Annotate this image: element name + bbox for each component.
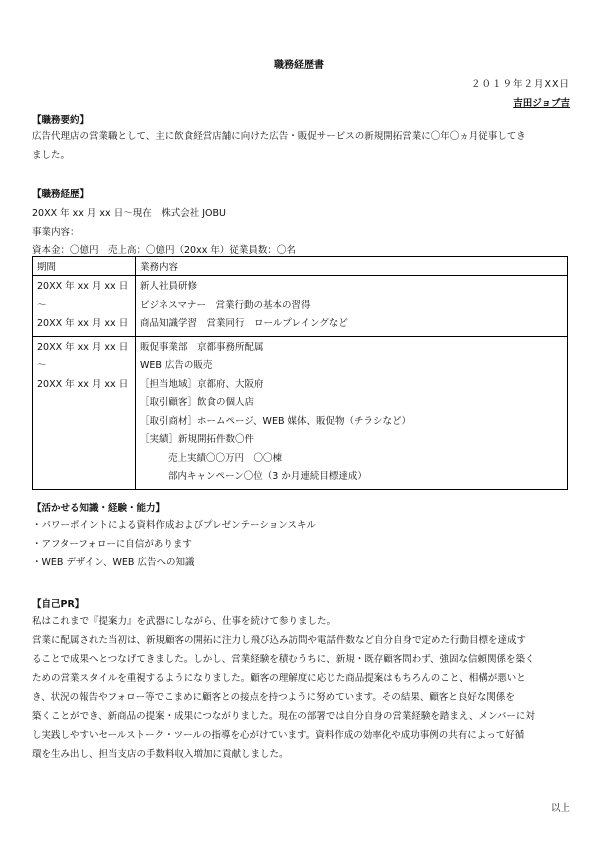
author-name: 吉田ジョブ吉 xyxy=(513,98,570,109)
header-content: 業務内容 xyxy=(136,257,568,276)
summary-heading: 【職務要約】 xyxy=(32,115,90,126)
content-line: ［取引商材］ホームページ、WEB 媒体、販促物（チラシなど） xyxy=(140,415,411,427)
end-mark: 以上 xyxy=(550,803,570,814)
pr-line: 築くことができ、新商品の提案・成果につながりました。現在の部署では自分自身の営業経験を踏まえ、メンバーに対 xyxy=(32,711,535,722)
summary-text xyxy=(32,128,572,165)
business-label: 事業内容： xyxy=(32,227,80,238)
pr-line: ための営業スタイルを重視するようになりました。顧客の理解度に応じた商品提案はもちろんのこと、相構が悪いと xyxy=(32,673,526,684)
skill-item: ・WEB デザイン、WEB 広告への知識 xyxy=(32,557,195,568)
content-line: 商品知識学習 営業同行 ロールプレイングなど xyxy=(140,318,348,329)
document-date: ２０１９年２月XX日 xyxy=(470,79,570,90)
period-line: 20XX 年 xx 月 xx 日 xyxy=(37,341,129,353)
pr-heading: 【自己PR】 xyxy=(32,599,85,610)
period-line: 20XX 年 xx 月 xx 日 xyxy=(37,318,129,329)
pr-line: 営業に配属された当初は、新規顧客の開拓に注力し飛び込み訪問や電話件数など自分自身で定めた行動目標を達成す xyxy=(32,635,527,646)
period-line: 20XX 年 xx 月 xx 日 xyxy=(37,378,129,390)
content-line: ［担当地域］京都府、大阪府 xyxy=(140,378,264,390)
period-line: ～ xyxy=(37,299,47,311)
document-title: 職務経歴書 xyxy=(274,60,324,71)
content-line: ［実績］新規開拓件数〇件 xyxy=(140,434,255,445)
skill-item: ・パワーポイントによる資料作成およびプレゼンテーションスキル xyxy=(32,520,316,531)
pr-line: 環を生み出し、担当支店の手数料収入増加に貢献しました。 xyxy=(32,749,289,760)
content-line: 部内キャンペーン〇位（3 か月連続目標達成） xyxy=(168,471,367,482)
summary-line: ました。 xyxy=(32,149,71,161)
pr-line: ることで成果へとつなげてきました。しかし、営業経験を積むうちに、新規・既存顧客問わず、強固な信頼関係を築く xyxy=(32,654,535,665)
career-table xyxy=(32,256,568,490)
pr-line: 私はこれまで『提案力』を武器にしながら、仕事を続けて参りました。 xyxy=(32,616,337,627)
content-cell xyxy=(136,276,568,337)
period-line: 20XX 年 xx 月 xx 日 xyxy=(37,281,129,292)
content-line: WEB 広告の販売 xyxy=(140,360,213,371)
period-cell xyxy=(33,336,136,489)
pr-text xyxy=(32,612,572,764)
pr-line: し実践しやすいセールストーク・ツールの指導を心がけています。資料作成の効率化や成功事例の共有によって好循 xyxy=(32,730,525,741)
content-line: ビジネスマナー 営業行動の基本の習得 xyxy=(140,299,311,311)
summary-line: 広告代理店の営業職として、主に飲食経営店舗に向けた広告・販促サービスの新規開拓営業に〇年〇ヵ月従事してき xyxy=(32,131,526,142)
content-line: 新人社員研修 xyxy=(140,281,198,292)
history-heading: 【職務経歴】 xyxy=(32,189,90,200)
company-info: 資本金：〇億円 売上高：〇億円（20xx 年）従業員数：〇名 xyxy=(32,245,296,256)
employment-period: 20XX 年 xx 月 xx 日～現在 株式会社 JOBU xyxy=(32,208,226,219)
table-header-row xyxy=(33,257,568,276)
skills-list xyxy=(32,517,572,573)
skill-item: ・アフターフォローに自信があります xyxy=(32,538,192,550)
pr-line: き、状況の報告やフォロー等でこまめに顧客との接点を持つように努めています。その結果、顧客と良好な関係を xyxy=(32,692,515,703)
content-cell xyxy=(136,336,568,489)
table-row xyxy=(33,336,568,489)
period-cell xyxy=(33,276,136,337)
content-line: ［取引顧客］飲食の個人店 xyxy=(140,397,255,408)
content-line: 販促事業部 京都事務所配属 xyxy=(140,341,264,353)
header-period: 期間 xyxy=(33,257,136,276)
period-line: ～ xyxy=(37,360,47,371)
content-line: 売上実績〇〇万円 〇〇棟 xyxy=(168,452,283,464)
table-row xyxy=(33,276,568,337)
skills-heading: 【活かせる知識・経験・能力】 xyxy=(32,503,166,514)
